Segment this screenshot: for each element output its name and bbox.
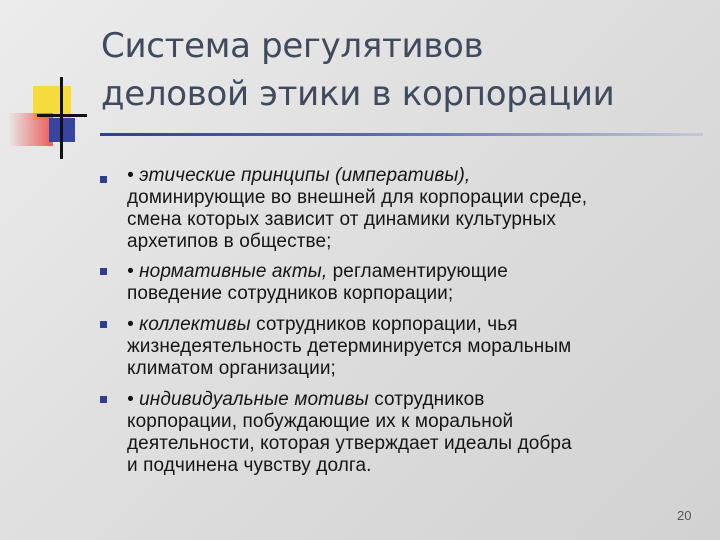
bullet-text (127, 314, 707, 380)
bullet-italic-term: • нормативные акты, (127, 261, 328, 282)
bullet-italic-term: • этические принципы (императивы), (127, 165, 471, 186)
bullet-line: деятельности, которая утверждает идеалы добра (127, 433, 572, 454)
page-number: 20 (677, 508, 692, 523)
bullet-first-line (127, 165, 707, 187)
bullet-text (127, 165, 707, 253)
bullet-text (127, 389, 707, 477)
bullet-rest-text: регламентирующие (327, 261, 508, 282)
title-underline (100, 133, 703, 136)
red-square (8, 113, 53, 146)
bullet-italic-term: • коллективы (127, 314, 251, 335)
bullet-first-line (127, 261, 707, 283)
bullet-italic-term: • индивидуальные мотивы (127, 389, 369, 410)
bullet-marker-icon (100, 321, 107, 328)
bullet-first-line (127, 314, 707, 336)
bullet-line: жизнедеятельность детерминируется моральным (127, 336, 572, 357)
bullet-line: и подчинена чувству долга. (127, 455, 372, 476)
title-line-1: Система регулятивов (101, 26, 484, 66)
bullet-line: доминирующие во внешней для корпорации среде, (127, 187, 588, 208)
bullet-marker-icon (100, 268, 107, 275)
bullet-line: архетипов в обществе; (127, 231, 332, 252)
slide-title (101, 22, 701, 118)
title-line-2: деловой этики в корпорации (101, 74, 615, 114)
decorative-squares-graphic (0, 0, 100, 170)
bullet-rest-text: сотрудников корпорации, чья (250, 314, 518, 335)
vertical-line (60, 77, 63, 159)
bullet-text (127, 261, 707, 305)
bullet-marker-icon (100, 176, 107, 183)
bullet-line: смена которых зависит от динамики культурных (127, 209, 556, 230)
bullet-line: корпорации, побуждающие их к моральной (127, 411, 514, 432)
horizontal-line (37, 114, 87, 117)
bullet-rest-text: сотрудников (368, 389, 485, 410)
bullet-line: поведение сотрудников корпорации; (127, 283, 454, 304)
bullet-line: климатом организации; (127, 358, 336, 379)
bullet-first-line (127, 389, 707, 411)
bullet-marker-icon (100, 396, 107, 403)
